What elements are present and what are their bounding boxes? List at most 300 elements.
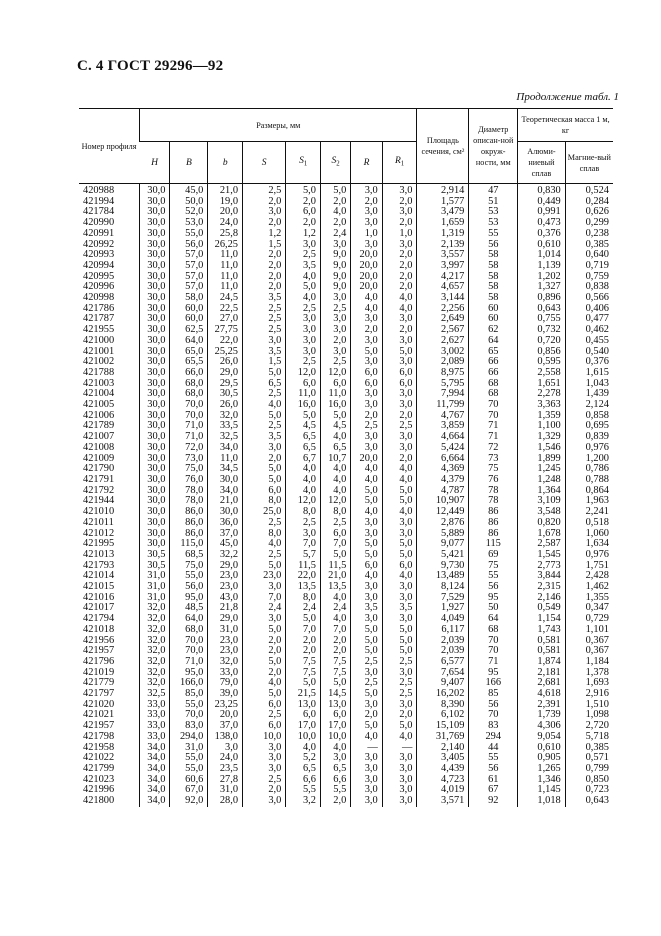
- cell-profile-number: 421788: [83, 366, 115, 378]
- cell-H: 32,0: [140, 636, 170, 647]
- cell-area: 31,769: [417, 732, 469, 743]
- cell-magnesium-mass: 1,615: [565, 368, 613, 379]
- cell-diameter: 53: [469, 218, 518, 229]
- cell-R1: 6,0: [382, 561, 417, 572]
- cell-S: 23,0: [243, 571, 286, 582]
- cell-S1: 7,5: [286, 657, 321, 668]
- cell-S1: 2,0: [286, 197, 321, 208]
- cell-aluminum-mass: 2,773: [518, 561, 566, 572]
- cell-S2: 21,0: [320, 571, 350, 582]
- cell-R1: 3,0: [382, 400, 417, 411]
- cell-R: 2,5: [351, 421, 382, 432]
- cell-b: 27,0: [208, 314, 243, 325]
- cell-S2: 6,5: [320, 443, 350, 454]
- cell-B: 95,0: [170, 593, 208, 604]
- cell-profile-number: 421793: [83, 559, 115, 571]
- cell-diameter: 60: [469, 314, 518, 325]
- cell-magnesium-mass: 1,510: [565, 700, 613, 711]
- cell-area: 9,407: [417, 678, 469, 689]
- cell-S: 3,0: [243, 743, 286, 754]
- cell-magnesium-mass: 0,376: [565, 357, 613, 368]
- cell-S: 1,5: [243, 357, 286, 368]
- cell-area: 2,256: [417, 304, 469, 315]
- cell-B: 58,0: [170, 293, 208, 304]
- cell-profile-number: 421798: [83, 730, 115, 742]
- cell-aluminum-mass: 0,991: [518, 207, 566, 218]
- cell-S1: 4,0: [286, 272, 321, 283]
- cell-S1: 6,0: [286, 379, 321, 390]
- cell-R: 20,0: [351, 250, 382, 261]
- cell-b: 23,0: [208, 582, 243, 593]
- cell-S: 5,0: [243, 368, 286, 379]
- cell-R1: 2,0: [382, 710, 417, 721]
- cell-S2: 8,0: [320, 507, 350, 518]
- cell-b: 32,2: [208, 550, 243, 561]
- cell-b: 30,0: [208, 507, 243, 518]
- cell-R: 3,0: [351, 593, 382, 604]
- cell-magnesium-mass: 0,858: [565, 411, 613, 422]
- cell-diameter: 70: [469, 636, 518, 647]
- cell-H: 32,0: [140, 603, 170, 614]
- cell-R: 3,0: [351, 218, 382, 229]
- cell-aluminum-mass: 0,755: [518, 314, 566, 325]
- cell-S: 6,0: [243, 700, 286, 711]
- cell-S1: 2,5: [286, 304, 321, 315]
- continuation-label: Продолжение табл. 1: [516, 91, 619, 103]
- cell-magnesium-mass: 0,839: [565, 432, 613, 443]
- cell-S2: 4,0: [320, 464, 350, 475]
- header-area: Площадь сечения, см²: [417, 109, 469, 184]
- table-row: [79, 229, 613, 240]
- cell-aluminum-mass: 0,610: [518, 240, 566, 251]
- cell-S: 6,0: [243, 721, 286, 732]
- cell-area: 2,876: [417, 518, 469, 529]
- cell-S: 2,5: [243, 550, 286, 561]
- cell-B: 85,0: [170, 689, 208, 700]
- cell-H: 30,0: [140, 411, 170, 422]
- cell-area: 15,109: [417, 721, 469, 732]
- cell-B: 70,0: [170, 636, 208, 647]
- cell-H: 30,0: [140, 475, 170, 486]
- cell-B: 95,0: [170, 668, 208, 679]
- header-S: S: [243, 142, 286, 184]
- cell-H: 30,0: [140, 368, 170, 379]
- cell-S2: 7,5: [320, 668, 350, 679]
- cell-B: 66,0: [170, 368, 208, 379]
- cell-S1: 16,0: [286, 400, 321, 411]
- header-R: R: [351, 142, 382, 184]
- cell-S: 5,0: [243, 657, 286, 668]
- cell-S: 3,5: [243, 293, 286, 304]
- cell-S: 5,0: [243, 464, 286, 475]
- cell-S: 3,0: [243, 796, 286, 807]
- cell-S1: 1,2: [286, 229, 321, 240]
- cell-R: 20,0: [351, 272, 382, 283]
- cell-b: 30,5: [208, 389, 243, 400]
- cell-R1: 3,0: [382, 336, 417, 347]
- cell-R: 5,0: [351, 486, 382, 497]
- cell-aluminum-mass: 4,618: [518, 689, 566, 700]
- cell-S2: 4,0: [320, 593, 350, 604]
- cell-area: 4,787: [417, 486, 469, 497]
- cell-S2: 2,5: [320, 304, 350, 315]
- cell-S1: 5,0: [286, 614, 321, 625]
- cell-S: 5,0: [243, 689, 286, 700]
- cell-area: 7,994: [417, 389, 469, 400]
- cell-S: 2,5: [243, 325, 286, 336]
- cell-S1: 4,0: [286, 464, 321, 475]
- cell-b: 26,0: [208, 357, 243, 368]
- cell-diameter: 55: [469, 571, 518, 582]
- cell-S2: 5,5: [320, 785, 350, 796]
- cell-H: 32,0: [140, 614, 170, 625]
- cell-profile-number: 421797: [83, 688, 115, 700]
- cell-H: 30,0: [140, 421, 170, 432]
- cell-B: 56,0: [170, 582, 208, 593]
- cell-H: 33,0: [140, 700, 170, 711]
- cell-magnesium-mass: 1,043: [565, 379, 613, 390]
- cell-H: 30,0: [140, 336, 170, 347]
- cell-b: 21,8: [208, 603, 243, 614]
- cell-diameter: 71: [469, 421, 518, 432]
- cell-b: 21,0: [208, 184, 243, 197]
- cell-S2: 12,0: [320, 368, 350, 379]
- cell-b: 31,0: [208, 785, 243, 796]
- cell-b: 11,0: [208, 454, 243, 465]
- cell-profile-number: 421013: [83, 548, 115, 560]
- cell-profile-number: 420998: [83, 292, 115, 304]
- cell-aluminum-mass: 9,054: [518, 732, 566, 743]
- cell-profile-number: 421786: [83, 302, 115, 314]
- cell-b: 11,0: [208, 250, 243, 261]
- cell-R: 3,0: [351, 240, 382, 251]
- cell-profile-number: 421790: [83, 463, 115, 475]
- cell-b: 11,0: [208, 261, 243, 272]
- cell-aluminum-mass: 3,363: [518, 400, 566, 411]
- cell-S2: 9,0: [320, 250, 350, 261]
- cell-H: 30,0: [140, 240, 170, 251]
- cell-R: 5,0: [351, 625, 382, 636]
- cell-R: 3,0: [351, 184, 382, 197]
- cell-diameter: 64: [469, 336, 518, 347]
- cell-aluminum-mass: 1,739: [518, 710, 566, 721]
- cell-area: 8,124: [417, 582, 469, 593]
- table-row: [79, 796, 613, 807]
- cell-profile-number: 421787: [83, 313, 115, 325]
- cell-R1: 4,0: [382, 571, 417, 582]
- cell-R: 5,0: [351, 496, 382, 507]
- cell-diameter: 71: [469, 657, 518, 668]
- cell-S2: 9,0: [320, 272, 350, 283]
- cell-profile-number: 421956: [83, 634, 115, 646]
- cell-area: 9,077: [417, 539, 469, 550]
- cell-profile-number: 421800: [83, 795, 115, 807]
- cell-area: 7,654: [417, 668, 469, 679]
- cell-diameter: 58: [469, 293, 518, 304]
- cell-b: 27,8: [208, 775, 243, 786]
- cell-diameter: 70: [469, 646, 518, 657]
- cell-b: 3,0: [208, 743, 243, 754]
- cell-R: 4,0: [351, 507, 382, 518]
- cell-diameter: 70: [469, 411, 518, 422]
- table-row: [79, 443, 613, 454]
- cell-B: 86,0: [170, 529, 208, 540]
- cell-B: 45,0: [170, 184, 208, 197]
- cell-S: 3,0: [243, 336, 286, 347]
- cell-S2: 2,0: [320, 636, 350, 647]
- cell-R1: 5,0: [382, 347, 417, 358]
- header-diameter: Диаметр описан-ной окруж-ности, мм: [469, 109, 518, 184]
- cell-B: 70,0: [170, 411, 208, 422]
- table-row: [79, 625, 613, 636]
- cell-H: 30,0: [140, 229, 170, 240]
- cell-area: 5,424: [417, 443, 469, 454]
- cell-H: 34,0: [140, 775, 170, 786]
- cell-diameter: 44: [469, 743, 518, 754]
- cell-diameter: 51: [469, 197, 518, 208]
- cell-S1: 3,0: [286, 529, 321, 540]
- cell-diameter: 50: [469, 603, 518, 614]
- cell-diameter: 70: [469, 710, 518, 721]
- cell-B: 71,0: [170, 421, 208, 432]
- cell-S2: 3,0: [320, 314, 350, 325]
- cell-magnesium-mass: 1,751: [565, 561, 613, 572]
- cell-b: 28,0: [208, 796, 243, 807]
- cell-area: 5,889: [417, 529, 469, 540]
- cell-R1: 3,0: [382, 357, 417, 368]
- cell-aluminum-mass: 0,896: [518, 293, 566, 304]
- cell-H: 30,0: [140, 539, 170, 550]
- header-profile-number: Номер профиля: [79, 109, 140, 184]
- cell-S: 5,0: [243, 561, 286, 572]
- header-R1: $R_1$: [382, 142, 417, 184]
- cell-b: 25,8: [208, 229, 243, 240]
- cell-aluminum-mass: 3,109: [518, 496, 566, 507]
- cell-aluminum-mass: 0,549: [518, 603, 566, 614]
- cell-profile-number: 421020: [83, 698, 115, 710]
- cell-R: 3,0: [351, 529, 382, 540]
- cell-aluminum-mass: 1,327: [518, 282, 566, 293]
- cell-S1: 7,5: [286, 668, 321, 679]
- cell-magnesium-mass: 5,718: [565, 732, 613, 743]
- cell-profile-number: 421004: [83, 388, 115, 400]
- cell-area: 12,449: [417, 507, 469, 518]
- cell-R1: 5,0: [382, 646, 417, 657]
- cell-aluminum-mass: 0,720: [518, 336, 566, 347]
- cell-S2: 9,0: [320, 261, 350, 272]
- cell-S: 3,0: [243, 753, 286, 764]
- cell-magnesium-mass: 0,385: [565, 240, 613, 251]
- cell-aluminum-mass: 0,856: [518, 347, 566, 358]
- cell-aluminum-mass: 0,820: [518, 518, 566, 529]
- cell-R1: 3,0: [382, 314, 417, 325]
- cell-aluminum-mass: 2,315: [518, 582, 566, 593]
- cell-S: 1,2: [243, 229, 286, 240]
- cell-area: 4,723: [417, 775, 469, 786]
- cell-R1: 2,0: [382, 454, 417, 465]
- cell-B: 68,0: [170, 625, 208, 636]
- cell-aluminum-mass: 0,643: [518, 304, 566, 315]
- cell-H: 32,0: [140, 646, 170, 657]
- cell-profile-number: 421955: [83, 324, 115, 336]
- cell-R1: 4,0: [382, 464, 417, 475]
- cell-b: 138,0: [208, 732, 243, 743]
- cell-diameter: 62: [469, 325, 518, 336]
- cell-magnesium-mass: 1,634: [565, 539, 613, 550]
- cell-b: 25,25: [208, 347, 243, 358]
- cell-S2: 5,0: [320, 184, 350, 197]
- cell-S1: 2,5: [286, 357, 321, 368]
- cell-S2: 16,0: [320, 400, 350, 411]
- cell-S: 5,0: [243, 625, 286, 636]
- cell-R1: 3,0: [382, 764, 417, 775]
- cell-diameter: 56: [469, 764, 518, 775]
- cell-R: 2,5: [351, 657, 382, 668]
- cell-S2: 2,0: [320, 796, 350, 807]
- cell-R1: 2,0: [382, 197, 417, 208]
- cell-R1: 2,5: [382, 421, 417, 432]
- cell-R1: 2,0: [382, 261, 417, 272]
- cell-S2: 4,0: [320, 486, 350, 497]
- cell-S: 5,0: [243, 475, 286, 486]
- cell-magnesium-mass: 0,976: [565, 443, 613, 454]
- cell-S1: 17,0: [286, 721, 321, 732]
- cell-R1: 3,0: [382, 700, 417, 711]
- cell-magnesium-mass: 0,367: [565, 636, 613, 647]
- cell-S: 2,0: [243, 197, 286, 208]
- cell-R: 2,0: [351, 325, 382, 336]
- cell-profile-number: 420991: [83, 227, 115, 239]
- cell-profile-number: 421792: [83, 484, 115, 496]
- cell-H: 30,0: [140, 282, 170, 293]
- cell-magnesium-mass: 0,571: [565, 753, 613, 764]
- cell-b: 26,0: [208, 400, 243, 411]
- cell-R: 5,0: [351, 550, 382, 561]
- cell-aluminum-mass: 1,245: [518, 464, 566, 475]
- cell-diameter: 75: [469, 561, 518, 572]
- cell-profile-number: 421009: [83, 452, 115, 464]
- cell-profile-number: 421011: [83, 516, 114, 528]
- cell-S: 25,0: [243, 507, 286, 518]
- cell-diameter: 92: [469, 796, 518, 807]
- cell-area: 3,571: [417, 796, 469, 807]
- cell-S: 2,5: [243, 775, 286, 786]
- cell-magnesium-mass: 0,462: [565, 325, 613, 336]
- cell-b: 32,0: [208, 657, 243, 668]
- cell-S2: 2,4: [320, 229, 350, 240]
- cell-R: 3,0: [351, 207, 382, 218]
- cell-profile-number: 420992: [83, 238, 115, 250]
- cell-profile-number: 421779: [83, 677, 115, 689]
- cell-aluminum-mass: 2,681: [518, 678, 566, 689]
- cell-b: 33,5: [208, 421, 243, 432]
- cell-B: 55,0: [170, 753, 208, 764]
- cell-area: 2,039: [417, 636, 469, 647]
- cell-b: 23,0: [208, 636, 243, 647]
- cell-area: 11,799: [417, 400, 469, 411]
- cell-H: 34,0: [140, 753, 170, 764]
- cell-S1: 6,7: [286, 454, 321, 465]
- cell-S1: 2,0: [286, 218, 321, 229]
- cell-S: 4,0: [243, 539, 286, 550]
- cell-aluminum-mass: 2,391: [518, 700, 566, 711]
- cell-H: 30,0: [140, 454, 170, 465]
- cell-B: 57,0: [170, 272, 208, 283]
- cell-S: 2,0: [243, 250, 286, 261]
- cell-aluminum-mass: 1,329: [518, 432, 566, 443]
- cell-S2: 13,0: [320, 700, 350, 711]
- cell-profile-number: 421789: [83, 420, 115, 432]
- cell-area: 4,767: [417, 411, 469, 422]
- cell-S: 2,5: [243, 518, 286, 529]
- cell-profile-number: 421016: [83, 591, 115, 603]
- cell-R1: 2,0: [382, 411, 417, 422]
- cell-S: 1,5: [243, 240, 286, 251]
- cell-B: 68,0: [170, 379, 208, 390]
- cell-S1: 6,5: [286, 432, 321, 443]
- cell-profile-number: 421994: [83, 195, 115, 207]
- cell-aluminum-mass: 0,830: [518, 184, 566, 197]
- cell-H: 30,0: [140, 272, 170, 283]
- cell-magnesium-mass: 0,850: [565, 775, 613, 786]
- cell-R1: 5,0: [382, 496, 417, 507]
- cell-B: 65,5: [170, 357, 208, 368]
- cell-S2: 14,5: [320, 689, 350, 700]
- cell-H: 30,0: [140, 400, 170, 411]
- cell-H: 30,0: [140, 464, 170, 475]
- cell-S: 7,0: [243, 593, 286, 604]
- cell-S1: 13,5: [286, 582, 321, 593]
- cell-magnesium-mass: 0,729: [565, 614, 613, 625]
- cell-S1: 4,0: [286, 486, 321, 497]
- cell-profile-number: 421002: [83, 356, 115, 368]
- cell-S2: 3,0: [320, 347, 350, 358]
- cell-R: 3,0: [351, 400, 382, 411]
- cell-S2: 5,0: [320, 411, 350, 422]
- cell-diameter: 166: [469, 678, 518, 689]
- cell-aluminum-mass: 1,202: [518, 272, 566, 283]
- cell-R1: 3,0: [382, 775, 417, 786]
- cell-H: 30,5: [140, 550, 170, 561]
- cell-area: 2,567: [417, 325, 469, 336]
- cell-S2: 7,0: [320, 625, 350, 636]
- cell-aluminum-mass: 1,359: [518, 411, 566, 422]
- header-dimensions: Размеры, мм: [140, 109, 417, 142]
- cell-aluminum-mass: 3,548: [518, 507, 566, 518]
- cell-S: 2,0: [243, 282, 286, 293]
- cell-S2: 6,5: [320, 764, 350, 775]
- cell-aluminum-mass: 0,905: [518, 753, 566, 764]
- cell-S2: 6,0: [320, 529, 350, 540]
- cell-aluminum-mass: 1,139: [518, 261, 566, 272]
- cell-R1: 5,0: [382, 636, 417, 647]
- cell-S1: 3,2: [286, 796, 321, 807]
- cell-H: 30,0: [140, 184, 170, 197]
- cell-profile-number: 421958: [83, 741, 115, 753]
- cell-S1: 4,0: [286, 293, 321, 304]
- cell-R: 6,0: [351, 379, 382, 390]
- cell-S1: 4,0: [286, 475, 321, 486]
- cell-diameter: 61: [469, 775, 518, 786]
- cell-magnesium-mass: 1,101: [565, 625, 613, 636]
- cell-S1: 4,5: [286, 421, 321, 432]
- cell-diameter: 53: [469, 207, 518, 218]
- cell-profile-number: 420988: [83, 185, 115, 196]
- cell-R: 3,0: [351, 764, 382, 775]
- cell-magnesium-mass: 0,238: [565, 229, 613, 240]
- cell-B: 68,0: [170, 389, 208, 400]
- cell-b: 19,0: [208, 197, 243, 208]
